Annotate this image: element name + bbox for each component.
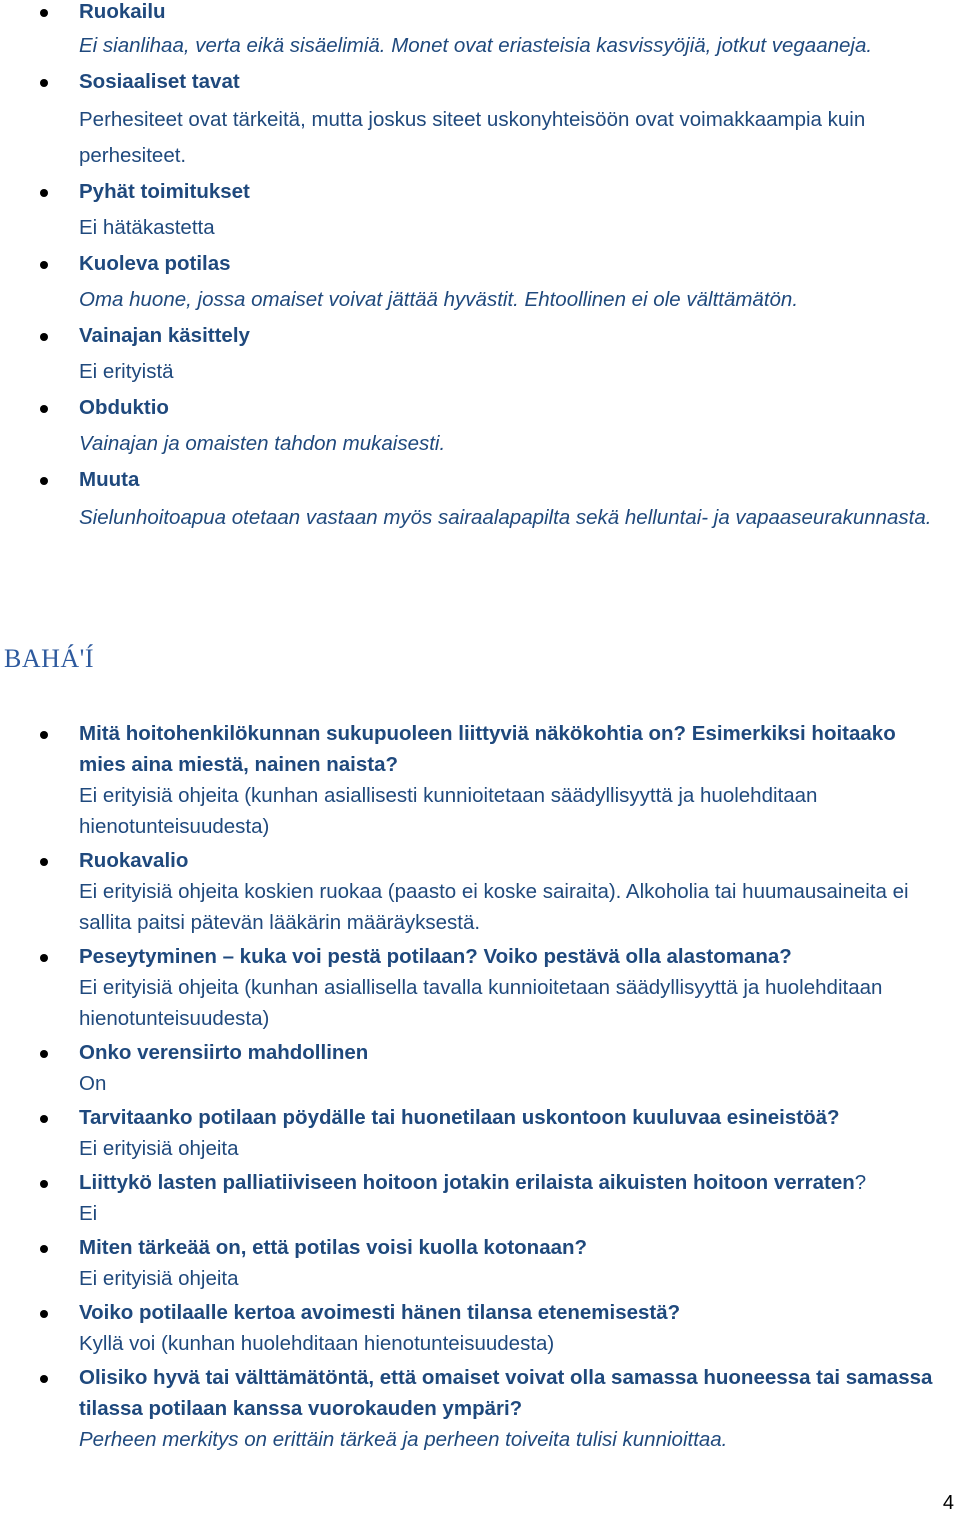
list-item [0,845,960,938]
item-answer: Ei [79,1202,98,1225]
item-answer: Ei erityisiä ohjeita [79,1267,239,1290]
bullet-icon [40,954,48,962]
list-item [0,1037,960,1099]
item-answer: Ei erityisiä ohjeita (kunhan asiallisesti kunnioitetaan säädyllisyyttä ja huolehditaan hienotunteisuudesta) [79,784,818,838]
list-item [0,1167,960,1229]
list-item [0,1102,960,1164]
section-2-list [0,718,960,1455]
bullet-icon [40,1050,48,1058]
bullet-icon [40,1180,48,1188]
item-answer: Sielunhoitoapua otetaan vastaan myös sairaalapapilta sekä helluntai- ja vapaaseurakunnasta. [79,506,932,529]
item-question: Olisiko hyvä tai välttämätöntä, että omaiset voivat olla samassa huoneessa tai samassa tilassa potilaan kanssa vuorokauden ympäri? [79,1366,933,1420]
item-question: Muuta [79,468,140,491]
bullet-icon [40,79,48,87]
item-answer: Ei erityisiä ohjeita [79,1137,239,1160]
list-item [0,941,960,1034]
list-item [0,464,960,536]
section-heading: BAHÁ'Í [4,644,95,673]
item-answer: Oma huone, jossa omaiset voivat jättää hyvästit. Ehtoollinen ei ole välttämätön. [79,288,799,311]
list-item [0,718,960,842]
bullet-icon [40,333,48,341]
item-answer: Ei erityisiä ohjeita (kunhan asiallisella tavalla kunnioitetaan säädyllisyyttä ja huolehditaan hienotunteisuudesta) [79,976,883,1030]
item-answer: On [79,1072,107,1095]
bullet-icon [40,731,48,739]
bullet-icon [40,405,48,413]
item-question-text: Liittykö lasten palliatiiviseen hoitoon jotakin erilaista aikuisten hoitoon verraten [79,1171,855,1194]
list-item [0,1232,960,1294]
item-question [79,1167,940,1198]
item-answer: Perhesiteet ovat tärkeitä, mutta joskus siteet uskonyhteisöön ovat voimakkaampia kuin perhesiteet. [79,108,866,167]
item-question-suffix: ? [854,1171,867,1194]
item-question: Peseytyminen – kuka voi pestä potilaan? Voiko pestävä olla alastomana? [79,945,792,968]
bullet-icon [40,1375,48,1383]
item-question: Onko verensiirto mahdollinen [79,1041,369,1064]
bullet-icon [40,261,48,269]
page-number: 4 [942,1492,954,1514]
bullet-icon [40,189,48,197]
item-question: Ruokavalio [79,849,189,872]
item-answer: Ei erityistä [79,360,174,383]
item-answer: Ei sianlihaa, verta eikä sisäelimiä. Monet ovat eriasteisia kasvissyöjiä, jotkut vegaaneja. [79,34,873,57]
item-answer: Ei erityisiä ohjeita koskien ruokaa (paasto ei koske sairaita). Alkoholia tai huumausaineita ei sallita paitsi pätevän lääkärin määräyksestä. [79,880,909,934]
bullet-icon [40,9,48,17]
bullet-icon [40,1310,48,1318]
list-item [0,248,960,316]
section-1-list [0,0,960,536]
list-item [0,176,960,244]
item-answer: Perheen merkitys on erittäin tärkeä ja perheen toiveita tulisi kunnioittaa. [79,1428,728,1451]
item-question: Vainajan käsittely [79,324,250,347]
item-question: Voiko potilaalle kertoa avoimesti hänen tilansa etenemisestä? [79,1301,681,1324]
item-question: Kuoleva potilas [79,252,231,275]
item-question: Obduktio [79,396,169,419]
bullet-icon [40,1245,48,1253]
list-item [0,0,960,62]
list-item [0,320,960,388]
item-answer: Ei hätäkastetta [79,216,215,239]
bullet-icon [40,858,48,866]
item-question: Miten tärkeää on, että potilas voisi kuolla kotonaan? [79,1236,588,1259]
list-item [0,1297,960,1359]
bullet-icon [40,477,48,485]
item-question: Ruokailu [79,0,166,23]
item-question: Tarvitaanko potilaan pöydälle tai huonetilaan uskontoon kuuluvaa esineistöä? [79,1106,840,1129]
item-question: Sosiaaliset tavat [79,70,240,93]
item-answer: Kyllä voi (kunhan huolehditaan hienotunteisuudesta) [79,1332,555,1355]
list-item [0,1362,960,1455]
item-answer: Vainajan ja omaisten tahdon mukaisesti. [79,432,446,455]
list-item [0,392,960,460]
item-question: Pyhät toimitukset [79,180,250,203]
list-item [0,66,960,174]
bullet-icon [40,1115,48,1123]
item-question: Mitä hoitohenkilökunnan sukupuoleen liittyviä näkökohtia on? Esimerkiksi hoitaako mies aina miestä, nainen naista? [79,722,896,776]
